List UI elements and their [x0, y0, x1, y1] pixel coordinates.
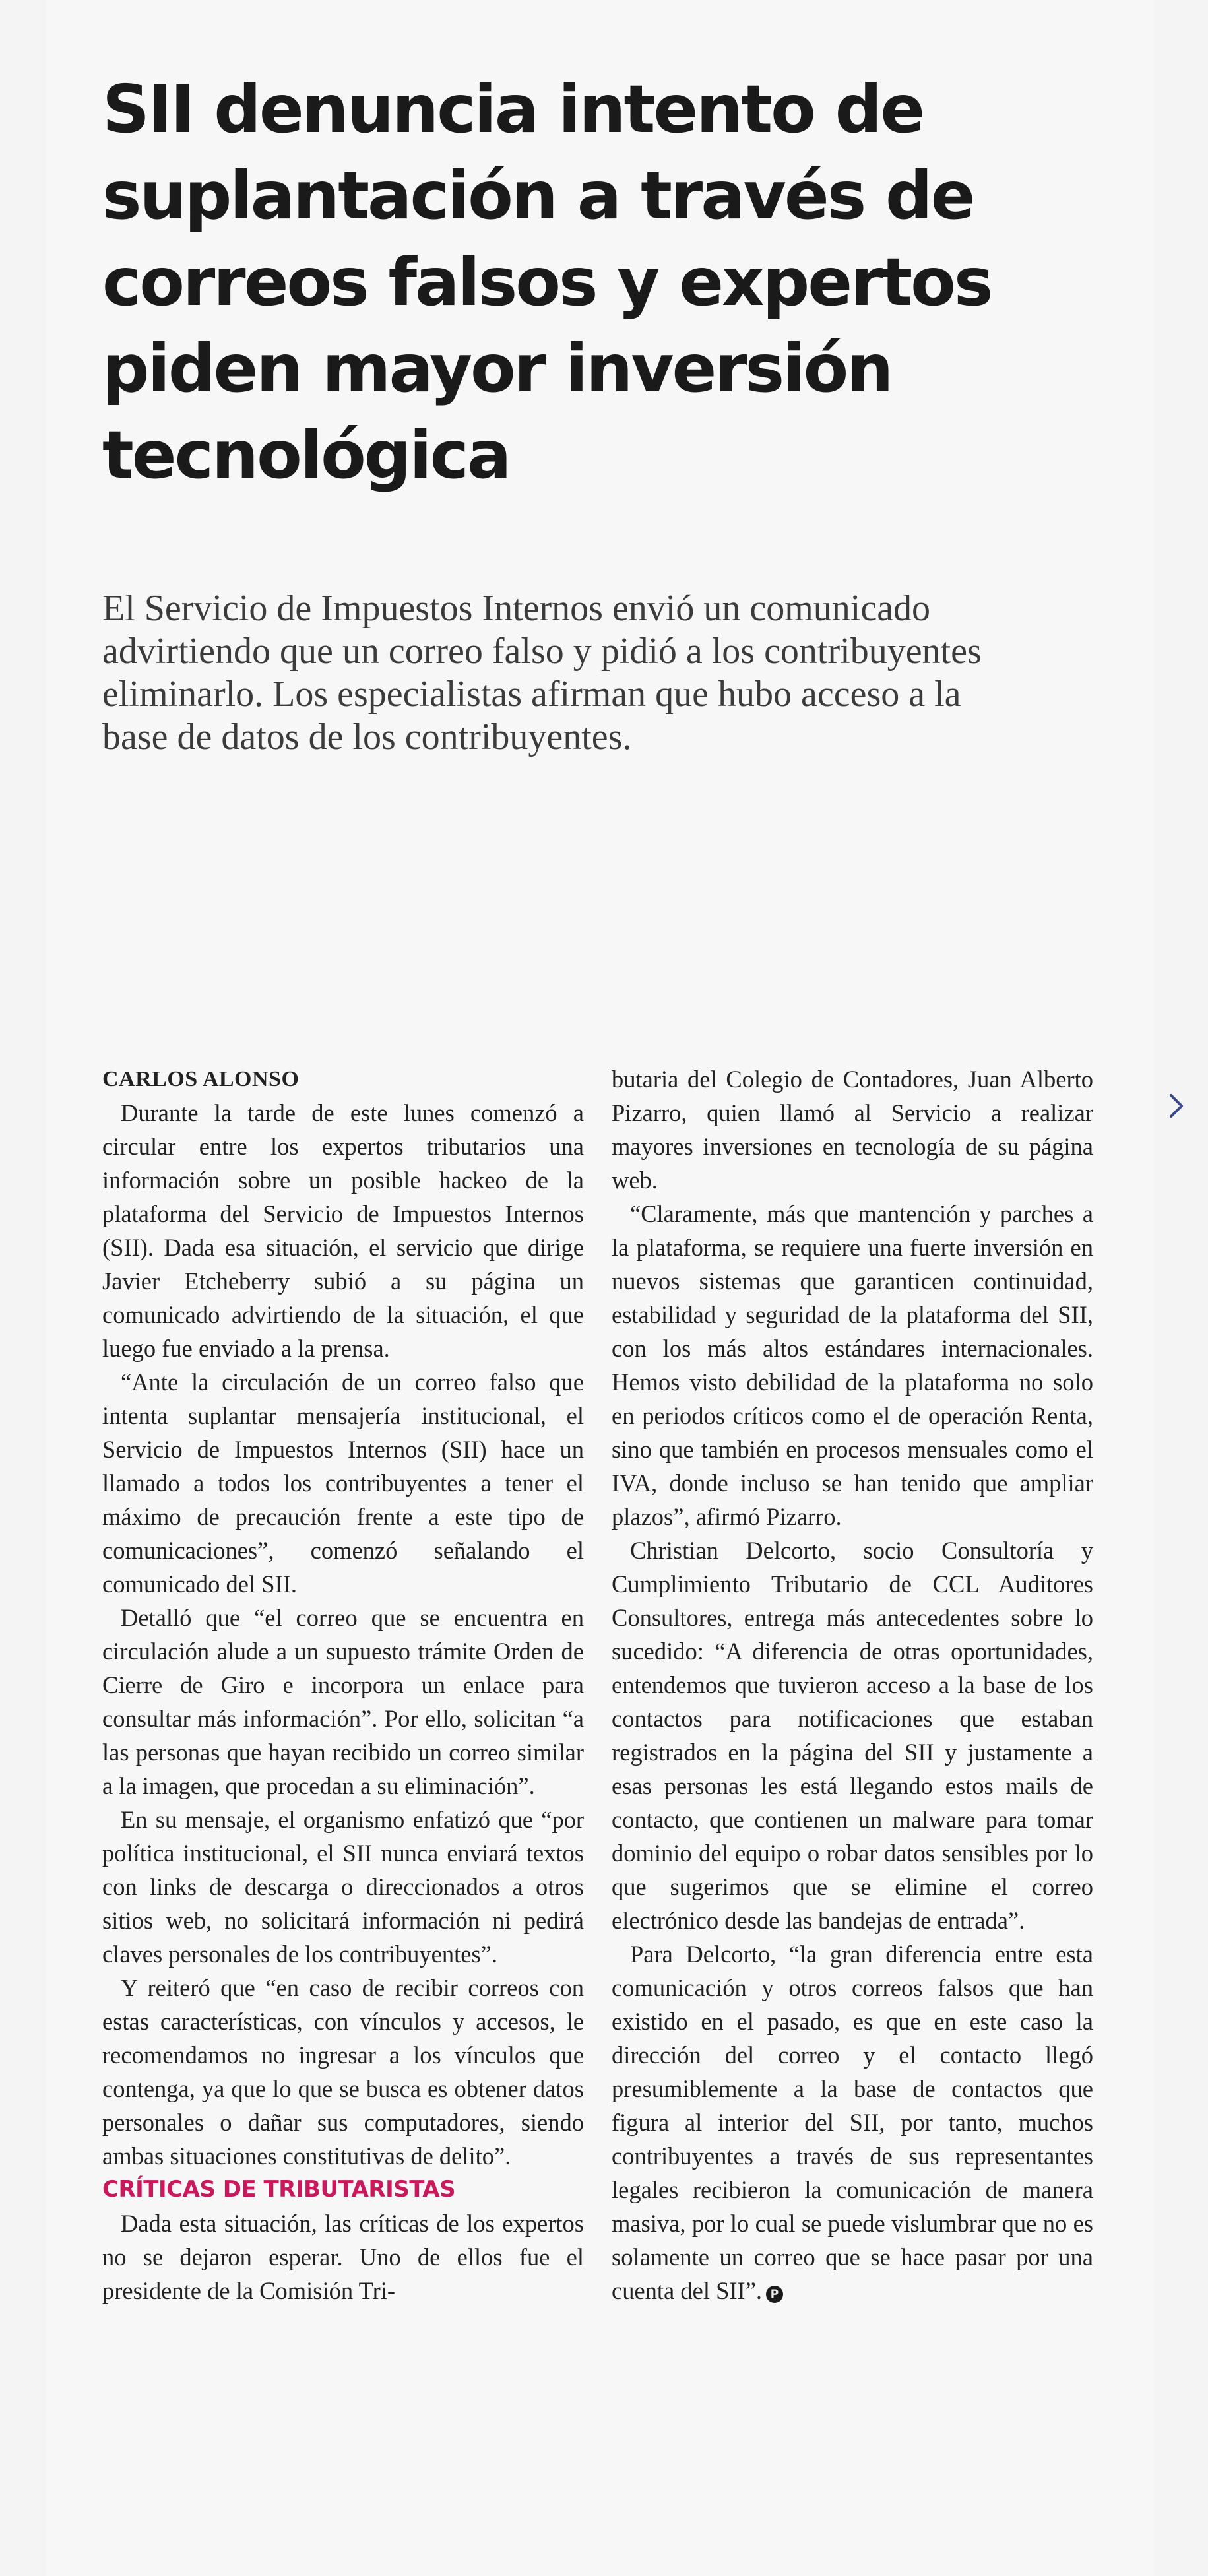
body-paragraph: Dada esta situación, las críticas de los expertos no se dejaron esperar. Uno de ellos fue el presidente de la Comisión Tri-: [102, 2210, 584, 2304]
headline-line: piden mayor inversión: [102, 330, 892, 407]
body-paragraph: Y reiteró que “en caso de recibir correos con estas características, con vínculos y accesos, le recomendamos no ingresar a los vínculos que contenga, ya que lo que se busca es obtener datos personales o dañar sus computadores, siendo ambas situaciones constitutivas de delito”.: [102, 1974, 584, 2170]
deck-line: advirtiendo que un correo falso y pidió a los contribuyentes: [102, 631, 982, 672]
body-paragraph: Christian Delcorto, socio Consultoría y Cumplimiento Tributario de CCL Auditores Consultores, entrega más antecedentes sobre lo sucedido: “A diferencia de otras oportunidades, entendemos que tuvieron acceso a la base de los contactos para notificaciones que estaban registrados en la página del SII y justamente a esas personas les está llegando estos mails de contacto, que contienen un malware para tomar dominio del equipo o robar datos sensibles por lo que sugerimos que se elimine el correo electrónico desde las bandejas de entrada”.: [612, 1537, 1093, 1934]
body-paragraph: butaria del Colegio de Contadores, Juan Alberto Pizarro, quien llamó al Servicio a realizar mayores inversiones en tecnología de su página web.: [612, 1066, 1093, 1194]
byline: CARLOS ALONSO: [102, 1067, 300, 1091]
headline-line: SII denuncia intento de: [102, 71, 924, 148]
headline: [102, 66, 1079, 498]
body-column-left: [102, 1062, 584, 2307]
headline-line: tecnológica: [102, 416, 510, 494]
next-page-button[interactable]: [1158, 1082, 1195, 1130]
body-paragraph: “Claramente, más que mantención y parches a la plataforma, se requiere una fuerte inversión en nuevos sistemas que garanticen continuidad, estabilidad y seguridad de la plataforma del SII, con los más altos estándares internacionales. Hemos visto debilidad de la plataforma no solo en periodos críticos como el de operación Renta, sino que también en procesos mensuales como el IVA, donde incluso se han tenido que ampliar plazos”, afirmó Pizarro.: [612, 1200, 1093, 1530]
body-column-right: [612, 1062, 1093, 2307]
headline-line: suplantación a través de: [102, 157, 974, 234]
chevron-right-icon: [1166, 1091, 1186, 1120]
body-paragraph: Durante la tarde de este lunes comenzó a circular entre los expertos tributarios una información sobre un posible hackeo de la plataforma del Servicio de Impuestos Internos (SII). Dada esa situación, el servicio que dirige Javier Etcheberry subió a su página un comunicado advirtiendo de la situación, el que luego fue enviado a la prensa.: [102, 1099, 584, 1362]
section-subhead: CRÍTICAS DE TRIBUTARISTAS: [102, 2176, 456, 2203]
body-paragraph: En su mensaje, el organismo enfatizó que “por política institucional, el SII nunca enviará textos con links de descarga o direccionados a otros sitios web, no solicitará información ni pedirá claves personales de los contribuyentes”.: [102, 1806, 584, 1968]
body-paragraph: Detalló que “el correo que se encuentra en circulación alude a un supuesto trámite Orden de Cierre de Giro e incorpora un enlace para consultar más información”. Por ello, solicitan “a las personas que hayan recibido un correo similar a la imagen, que procedan a su eliminación”.: [102, 1604, 584, 1799]
body-paragraph: “Ante la circulación de un correo falso que intenta suplantar mensajería institucional, el Servicio de Impuestos Internos (SII) hace un llamado a todos los contribuyentes a tener el máximo de precaución frente a este tipo de comunicaciones”, comenzó señalando el comunicado del SII.: [102, 1368, 584, 1597]
deck: [102, 587, 1125, 759]
body-paragraph-text: Para Delcorto, “la gran diferencia entre esta comunicación y otros correos falsos que han existido en el pasado, es que en este caso la dirección del correo y el contacto llegó presumiblemente a la base de contactos que figura al interior del SII, por tanto, muchos contribuyentes a través de sus representantes legales recibieron la comunicación de manera masiva, por lo cual se puede vislumbrar que no es solamente un correo que se hace pasar por una cuenta del SII”.: [612, 1941, 1093, 2304]
deck-line: base de datos de los contribuyentes.: [102, 717, 632, 757]
deck-line: El Servicio de Impuestos Internos envió un comunicado: [102, 588, 931, 629]
last-paragraph: [612, 1937, 1093, 2307]
headline-line: correos falsos y expertos: [102, 243, 992, 321]
end-mark-icon: P: [766, 2286, 783, 2303]
deck-line: eliminarlo. Los especialistas afirman que hubo acceso a la: [102, 674, 961, 715]
